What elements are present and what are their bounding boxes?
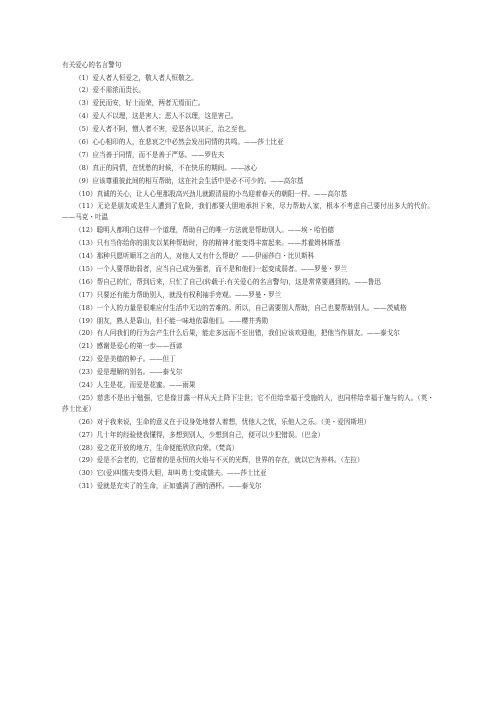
quote-item: （2）爱不需浓而贵长。 (75, 86, 146, 95)
quote-item: （30）它(爱)叫懦夫变得大胆，却叫勇士变成懦夫。——莎士比亚 (75, 469, 267, 478)
quote-item: （29）爱是不会老的，它留着的是永恒的火焰与不灭的光辉，世界的存在，就以它为养料。（左拉） (75, 456, 364, 465)
quote-item: （14）那种只愿听顺耳之言的人，对他人又有什么帮助？——伊丽莎白・比贝斯科 (75, 252, 315, 261)
quote-item: （21）感谢是爱心的第一步——西谚 (75, 342, 183, 351)
quote-item: （12）聪明人都明白这样一个道理，帮助自己的唯一方法就是帮助别人。——埃・哈伯德 (75, 226, 334, 235)
document-title: 有关爱心的名言警句 (62, 61, 122, 69)
quote-item: （31）爱就是充实了的生命，正如盛满了酒的酒杯。——泰戈尔 (75, 482, 262, 491)
quote-item: （27）几十年的经验使我懂得，多想到别人，少想到自己，便可以少犯错误。（巴金） (75, 430, 325, 439)
quote-item: （26）对于我来说，生命的意义在于设身处地替人着想，忧他人之忧，乐他人之乐。（美・爱因斯坦） (75, 417, 371, 426)
quote-item: （1）爱人者人恒爱之，敬人者人恒敬之。 (75, 73, 198, 82)
quote-item: （5）爱人者不阿，憎人者不害，爱恶各以其正，治之至也。 (75, 125, 251, 134)
quote-item: （4）爱人不以理，这是害人；恶人不以理，这是害己。 (75, 112, 238, 121)
quote-item: （7）应当善于同情，而不是善于严惩。——罗佐夫 (75, 150, 225, 159)
quote-list (62, 73, 434, 493)
quote-item: （15）一个人要帮助弱者，应当自己成为强者，而不是和他们一起变成弱者。——罗曼・罗兰 (75, 264, 348, 273)
quote-item: （25）慈悲不是出于勉强，它是像甘露一样从天上降下尘世；它不但给幸福于受施的人，也同样给幸福于施与的人。（英・莎士比亚） (62, 393, 434, 413)
quote-item: （16）帮自己的忙，帮到后来，只忙了自己(转载于:有关爱心的名言警句)，这是常常要遇到的。——鲁迅 (75, 277, 381, 286)
quote-item: （24）人生是花，而爱是花蜜。——雨果 (75, 380, 196, 389)
quote-item: （11）无论是朋友或是生人遭到了危险，我们都要大胆地承担下来，尽力帮助人家，根本不考虑自己要付出多大的代价。——马克・吐温 (62, 202, 434, 222)
quote-item: （28）爱之花开放的地方，生命便能欣欣向荣。（梵高） (75, 443, 239, 452)
quote-item: （9）应该尊重彼此间的相互帮助，这在社会生活中是必不可少的。——高尔基 (75, 176, 304, 185)
quote-item: （19）朋友，熟人是靠山，但不能一味地依靠他们。——樱井秀勋 (75, 316, 269, 325)
quote-item: （22）爱是美德的种子。——但丁 (75, 355, 176, 364)
quote-item: （3）爱民而安，好士而荣，两者无焉而亡。 (75, 99, 205, 108)
quote-item: （10）真诚的关心，让人心里那股高兴劲儿就跟清晨的小鸟迎着春天的朝阳一样。——高尔基 (75, 189, 348, 198)
quote-item: （6）心心相印的人，在悲哀之中必然会发出同情的共鸣。——莎士比亚 (75, 137, 284, 146)
quote-item: （23）爱是理解的别名。——泰戈尔 (75, 368, 183, 377)
quote-item: （18）一个人的力量是很难应付生活中无边的苦难的。所以，自己需要别人帮助，自己也要帮助别人。——茨威格 (75, 303, 407, 312)
quote-item: （8）真正的同情，在忧愁的时候，不在快乐的期间。——冰心 (75, 163, 258, 172)
quote-item: （13）只有当你给你的朋友以某种帮助时，你的精神才能变得丰富起来。——苏霍姆林斯基 (75, 239, 341, 248)
quote-item: （17）只要还有能力帮助别人，就没有权利袖手旁观。——罗曼・罗兰 (75, 290, 282, 299)
quote-item: （20）有人问我们的行为会产生什么后果，能走多远而不至出错，我们应该欢迎他，把他当作朋友。——泰戈尔 (75, 329, 400, 338)
